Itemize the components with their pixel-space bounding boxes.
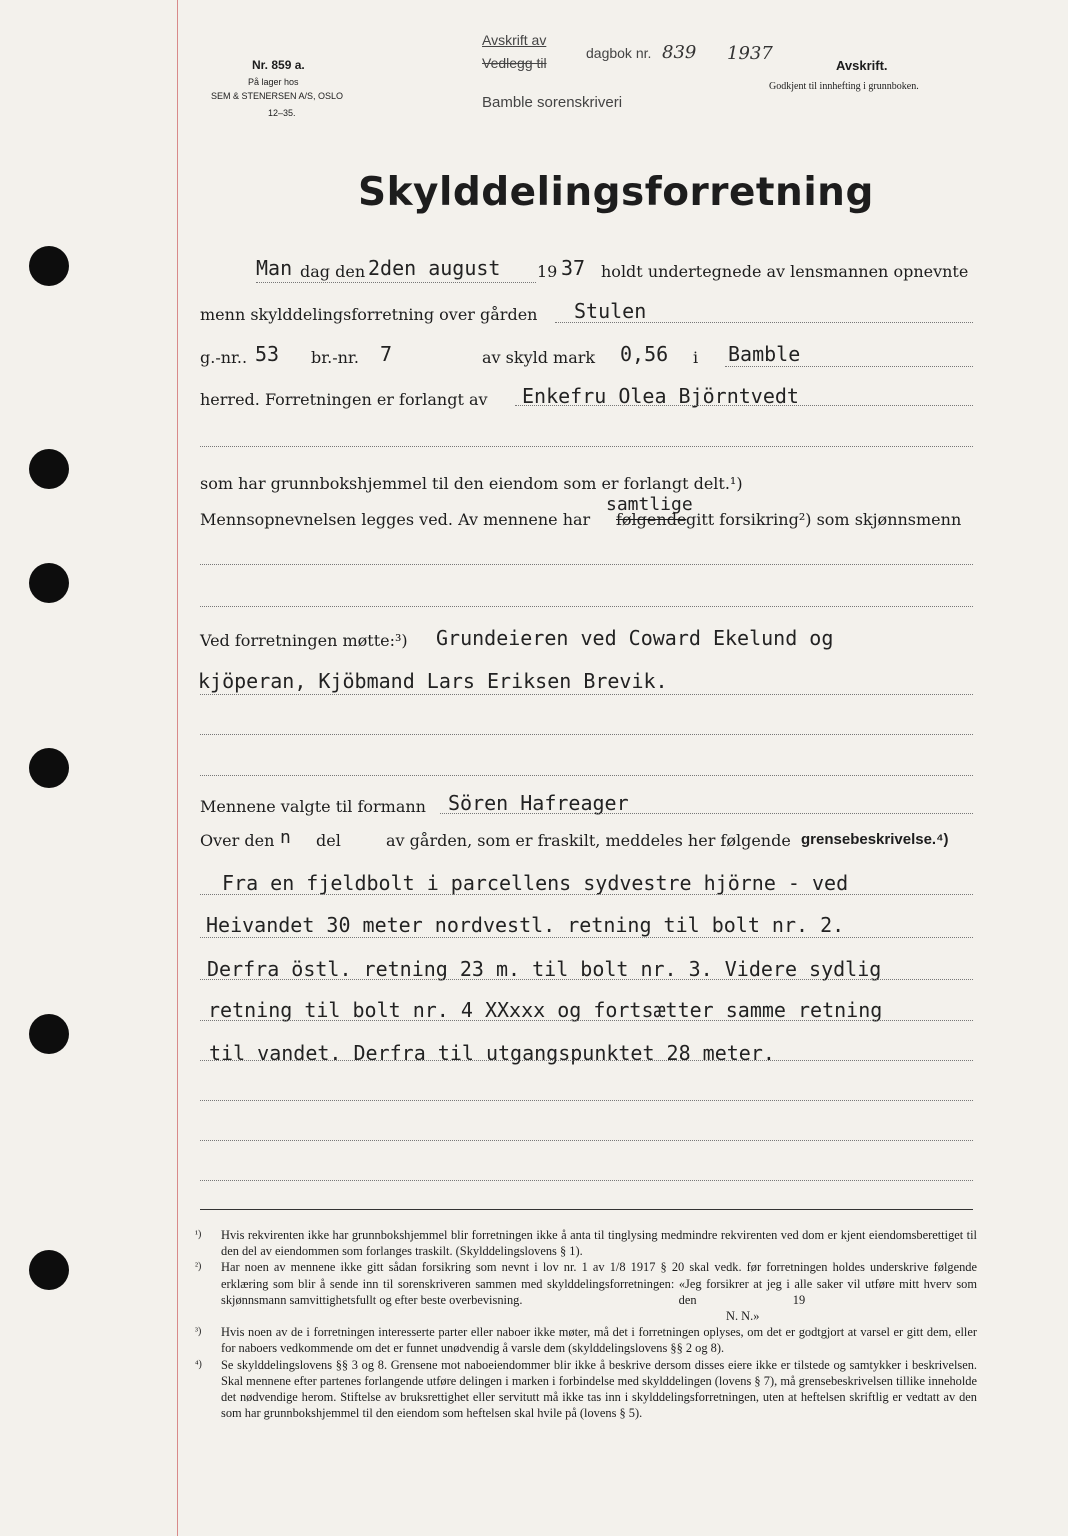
vedlegg-til-struck: Vedlegg til: [482, 55, 547, 71]
boundary-line: Heivandet 30 meter nordvestl. retning til bolt nr. 2.: [206, 913, 845, 937]
footnote-1: [195, 1227, 977, 1259]
fill-line: [200, 446, 973, 447]
fill-line: [200, 1180, 973, 1181]
fill-line: [200, 937, 973, 938]
fill-line: [200, 894, 973, 895]
dagbok-label: dagbok nr.: [586, 45, 652, 61]
boundary-line: retning til bolt nr. 4 XXxxx og fortsætter samme retning: [208, 998, 883, 1022]
punch-hole: [29, 246, 69, 286]
gnr-value: 53: [255, 342, 280, 366]
fill-line: [440, 813, 973, 814]
godkjent-note: Godkjent til innhefting i grunnboken.: [769, 81, 919, 92]
footnote-text: Hvis noen av de i forretningen interesserte parter eller naboer ikke møter, må det i forretningen oplyses, om det er godtgjort at varsel er gitt dem, eller for naboers vedkommende om det er funnet unødvendig å varsle dem (skylddelingslovens §§ 2 og 8).: [221, 1325, 977, 1356]
footnote-2: [195, 1259, 977, 1324]
boundary-line: til vandet. Derfra til utgangspunktet 28 meter.: [209, 1041, 775, 1065]
den-fill: n: [280, 827, 291, 848]
requester-name: Enkefru Olea Björntvedt: [522, 384, 799, 408]
boundary-intro-text: av gården, som er fraskilt, meddeles her følgende: [386, 831, 791, 850]
fill-line: [200, 734, 973, 735]
fill-line: [725, 366, 973, 367]
fill-line: [200, 606, 973, 607]
skyld-label: av skyld mark: [482, 348, 596, 367]
footnote-number: ¹): [195, 1229, 202, 1240]
footnote-number: ³): [195, 1326, 202, 1338]
punch-hole: [29, 748, 69, 788]
farm-name: Stulen: [574, 299, 647, 323]
samtlige-insert: samtlige: [606, 494, 693, 515]
line1-text: holdt undertegnede av lensmannen opnevnte: [601, 262, 969, 281]
punch-hole: [29, 1250, 69, 1290]
meeting-year: 37: [561, 256, 586, 280]
fill-line: [555, 322, 973, 323]
chair-name: Sören Hafreager: [448, 791, 629, 815]
dagbok-number: 839: [662, 42, 697, 63]
fill-line: [200, 564, 973, 565]
grensebeskrivelse-label: grensebeskrivelse.⁴): [801, 831, 949, 848]
footnote-text: Se skylddelingslovens §§ 3 og 8. Grensene mot naboeiendommer blir ikke å beskrive dersom disses eiere ikke er tilstede og samtykker i beskrivelsen. Skal mennene efter partenes forlangende utføre delingen i marken i forbindelse med skylddelingen (lovens § 7), må grensebeskrivelsen tillike inneholde det nødvendige herom. Stiftelse av bruksrettighet eller servitutt må ikke tas inn i skylddelingsforretningen, uten at heftelsen skriftlig er vedtatt av den som har grunnbokshjemmel til den eiendom som heftelsen skal hvile på (lovens § 5).: [221, 1357, 977, 1421]
day-prefix: Man: [256, 256, 293, 280]
meeting-date: 2den august: [368, 256, 501, 280]
fill-line: [200, 1020, 973, 1021]
publisher-line: På lager hos: [248, 77, 299, 87]
brnr-label: br.-nr.: [311, 348, 359, 367]
footnote-den: den: [678, 1292, 697, 1307]
attendance-label: Ved forretningen møtte:³): [200, 631, 408, 650]
avskrift-av-stamp: Avskrift av: [482, 32, 547, 48]
fill-line: [200, 979, 973, 980]
del-label: del: [316, 831, 341, 850]
footnote-year: 19: [792, 1292, 806, 1307]
over-den-label: Over den: [200, 831, 275, 850]
line4-text: herred. Forretningen er forlangt av: [200, 390, 488, 409]
footnote-number: ²): [195, 1261, 202, 1273]
day-suffix: dag den: [300, 262, 366, 281]
publisher-date: 12–35.: [268, 108, 296, 118]
footnotes: [195, 1227, 977, 1421]
fill-line: [200, 775, 973, 776]
attendance-line1: Grundeieren ved Coward Ekelund og: [436, 626, 834, 650]
year-prefix: 19: [537, 262, 558, 281]
footnote-3: [195, 1324, 977, 1356]
line6-prefix: Mennsopnevnelsen legges ved. Av mennene har: [200, 510, 591, 529]
boundary-line: Derfra östl. retning 23 m. til bolt nr. 3. Videre sydlig: [207, 957, 882, 981]
line5-text: som har grunnbokshjemmel til den eiendom som er forlangt delt.¹): [200, 474, 743, 493]
herred-name: Bamble: [728, 342, 801, 366]
avskrift-title: Avskrift.: [836, 58, 888, 73]
gnr-label: g.-nr..: [200, 348, 248, 367]
footnote-divider: [200, 1209, 973, 1210]
dagbok-year: 1937: [727, 43, 773, 64]
line6-suffix: gitt forsikring²) som skjønnsmenn: [686, 510, 962, 529]
struck-word: følgende: [616, 510, 687, 529]
fill-line: [200, 1140, 973, 1141]
line2-text: menn skylddelingsforretning over gården: [200, 305, 538, 324]
footnote-text: Hvis rekvirenten ikke har grunnbokshjemmel blir forretningen ikke å anta til tinglysing medmindre rekvirenten ved dom er kjent eiendomsberettiget til den del av eiendommen som forlanges traskilt. (Skylddelingslovens § 1).: [221, 1228, 977, 1259]
form-number: Nr. 859 a.: [252, 58, 305, 72]
fill-line: [200, 1100, 973, 1101]
red-margin-line: [177, 0, 178, 1536]
chair-label: Mennene valgte til formann: [200, 797, 426, 816]
attendance-line2: kjöperan, Kjöbmand Lars Eriksen Brevik.: [198, 669, 668, 693]
footnote-4: [195, 1357, 977, 1422]
document-title: Skylddelingsforretning: [358, 170, 874, 215]
publisher-name: SEM & STENERSEN A/S, OSLO: [211, 91, 344, 101]
i-label: i: [693, 348, 699, 367]
punch-hole: [29, 1014, 69, 1054]
fill-line: [200, 694, 973, 695]
footnote-number: ⁴): [195, 1358, 202, 1370]
punch-hole: [29, 449, 69, 489]
footnote-signature: N. N.»: [726, 1309, 760, 1324]
office-stamp: Bamble sorenskriveri: [482, 94, 623, 111]
brnr-value: 7: [380, 342, 393, 366]
footnote-text: Har noen av mennene ikke gitt sådan forsikring som nevnt i lov nr. 1 av 1/8 1917 § 20 skal vedk. før forretningen holdes underskrive følgende erklæring som blir å sende inn til sorenskriveren sammen med skylddelingsforretningen: «Jeg forsikrer at jeg i alle saker vil utføre mitt hverv som skjønnsmann samvittighetsfullt og efter beste overbevisning.: [221, 1260, 977, 1307]
punch-hole: [29, 563, 69, 603]
fill-line: [256, 282, 536, 283]
skyld-value: 0,56: [620, 342, 669, 366]
fill-line: [515, 405, 973, 406]
boundary-line: Fra en fjeldbolt i parcellens sydvestre hjörne - ved: [222, 871, 849, 895]
fill-line: [200, 1060, 973, 1061]
